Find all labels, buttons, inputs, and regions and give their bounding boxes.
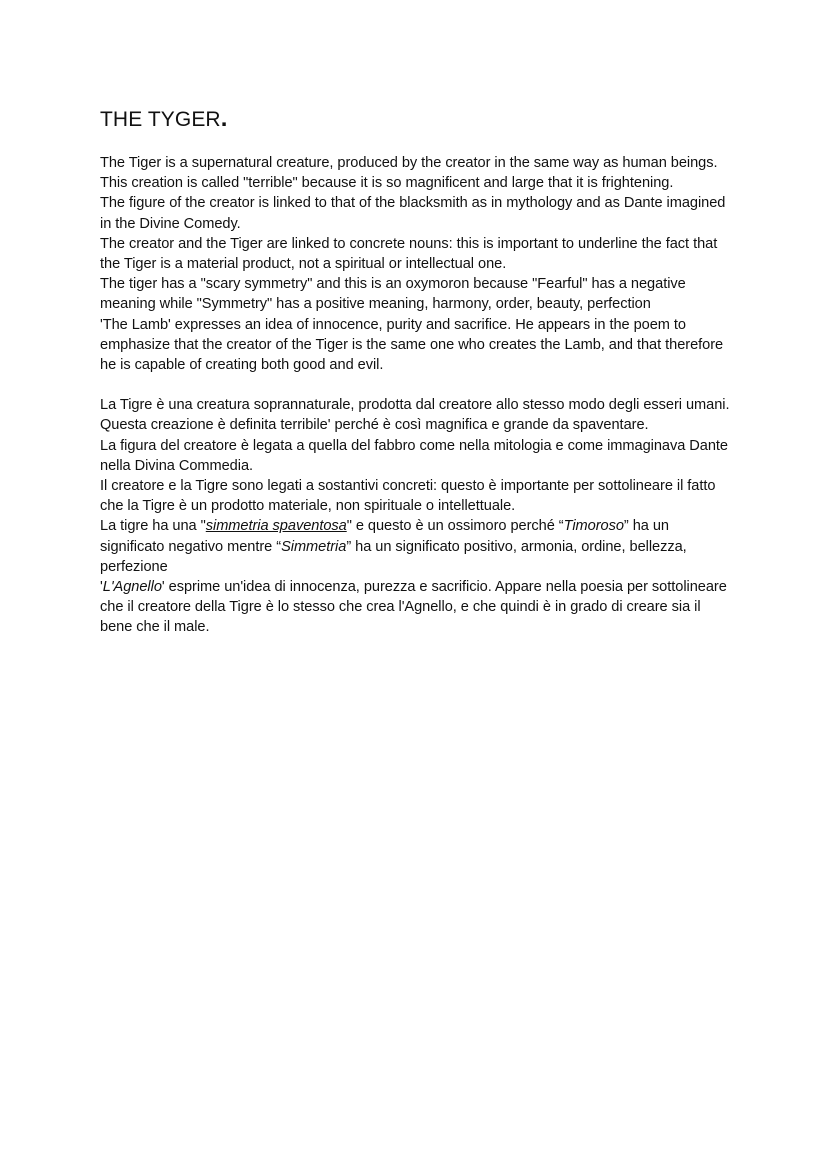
english-paragraph-5: 'The Lamb' expresses an idea of innocence, purity and sacrifice. He appears in the poem to emphasize that the creator of the Tiger is the same one who creates the Lamb, and that therefore he is capable of creating both good and evil. xyxy=(100,316,724,374)
italian-p4-text-a: La tigre ha una " xyxy=(100,518,206,535)
italian-paragraph-2: La figura del creatore è legata a quella del fabbro come nella mitologia e come immaginava Dante nella Divina Commedia. xyxy=(100,437,728,474)
italian-p4-text-e: ” ha un significato negativo mentre “ xyxy=(100,518,669,555)
italian-p4-emphasis-simmetria-spaventosa: simmetria spaventosa xyxy=(205,518,347,535)
english-paragraph-4: The tiger has a "scary symmetry" and this is an oxymoron because "Fearful" has a negative meaning while "Symmetry" has a positive meaning, harmony, order, beauty, perfection xyxy=(100,276,686,313)
italian-p5-text-a: ' xyxy=(100,579,103,596)
italian-section xyxy=(100,395,730,637)
italian-p4-text-g: ” ha un significato positivo, armonia, ordine, bellezza, perfezione xyxy=(100,538,687,575)
italian-paragraph-3: Il creatore e la Tigre sono legati a sostantivi concreti: questo è importante per sottolineare il fatto che la Tigre è un prodotto materiale, non spirituale o intellettuale. xyxy=(100,478,716,515)
italian-p5-text-c: ' esprime un'idea di innocenza, purezza e sacrificio. Appare nella poesia per sottolineare che il creatore della Tigre è lo stesso che crea l'Agnello, e che quindi è in grado di creare sia il bene che il male. xyxy=(100,579,727,636)
english-paragraph-2: The figure of the creator is linked to that of the blacksmith as in mythology and as Dante imagined in the Divine Comedy. xyxy=(100,195,726,232)
title-period: . xyxy=(220,105,228,132)
english-paragraph-3: The creator and the Tiger are linked to concrete nouns: this is important to underline the fact that the Tiger is a material product, not a spiritual or intellectual one. xyxy=(100,235,718,273)
italian-p4-emphasis-simmetria: Simmetria xyxy=(281,538,347,555)
english-paragraph-1: The Tiger is a supernatural creature, produced by the creator in the same way as human beings. This creation is called "terrible" because it is so magnificent and large that it is frightening. xyxy=(100,155,718,192)
section-spacer xyxy=(100,375,730,395)
italian-paragraph-5 xyxy=(100,577,730,638)
italian-p4-emphasis-timoroso: Timoroso xyxy=(563,518,624,535)
english-section xyxy=(100,153,730,375)
italian-paragraph-4 xyxy=(100,516,730,577)
title-text: THE TYGER xyxy=(100,108,221,131)
document-page xyxy=(100,104,730,638)
italian-paragraph-1: La Tigre è una creatura soprannaturale, prodotta dal creatore allo stesso modo degli esseri umani. Questa creazione è definita terribile' perché è così magnifica e grande da spaventare. xyxy=(100,397,730,434)
italian-p5-emphasis-agnello: L'Agnello xyxy=(102,579,162,596)
italian-p4-text-c: " e questo è un ossimoro perché “ xyxy=(346,518,564,535)
page-title xyxy=(100,104,730,135)
